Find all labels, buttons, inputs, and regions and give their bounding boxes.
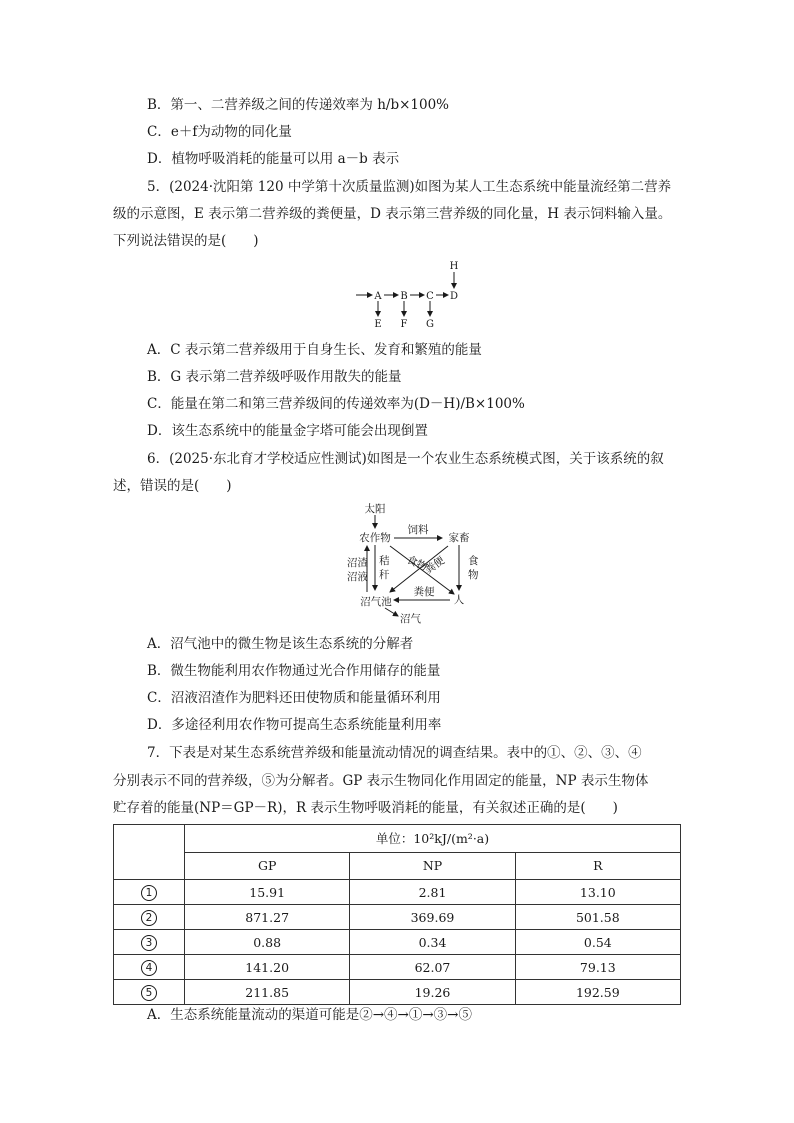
- r-cell: 79.13: [515, 955, 680, 980]
- q5-option-a: A．C 表示第二营养级用于自身生长、发育和繁殖的能量: [147, 342, 482, 358]
- np-cell: 369.69: [350, 905, 515, 930]
- node-e: E: [374, 319, 382, 330]
- q5-option-c: C．能量在第二和第三营养级间的传递效率为(D－H)/B×100%: [147, 396, 525, 412]
- q5-stem-line2: 级的示意图，E 表示第二营养级的粪便量，D 表示第三营养级的同化量，H 表示饲料输入量。: [113, 206, 672, 222]
- q5-energy-flow-diagram: [350, 256, 480, 332]
- crops-label: 农作物: [359, 532, 391, 544]
- q5-stem-line3: 下列说法错误的是( ): [113, 233, 259, 249]
- row-label: [114, 930, 185, 955]
- table-row: [114, 930, 681, 955]
- row-label-text: 4: [141, 960, 157, 976]
- np-cell: 19.26: [350, 980, 515, 1005]
- node-a: A: [374, 291, 382, 302]
- table-corner-cell: [114, 825, 185, 880]
- q7-stem-line1: 7．下表是对某生态系统营养级和能量流动情况的调查结果。表中的①、②、③、④: [147, 745, 642, 761]
- food-right-1: 食: [468, 555, 479, 567]
- np-cell: 62.07: [350, 955, 515, 980]
- straw-1: 秸: [379, 555, 390, 567]
- livestock-label: 家畜: [448, 532, 470, 544]
- residue-1: 沼渣: [347, 557, 368, 569]
- row-label-text: 5: [141, 985, 157, 1001]
- node-f: F: [400, 319, 408, 330]
- q5-option-b: B．G 表示第二营养级呼吸作用散失的能量: [147, 369, 402, 385]
- q6-option-b: B．微生物能利用农作物通过光合作用储存的能量: [147, 663, 441, 679]
- food-diag-label: 食物: [404, 553, 429, 574]
- row-label-text: 2: [141, 910, 157, 926]
- node-d: D: [449, 291, 459, 302]
- column-header-gp: GP: [185, 852, 350, 880]
- table-row: [114, 980, 681, 1005]
- q4-option-d: D．植物呼吸消耗的能量可以用 a－b 表示: [147, 151, 400, 167]
- row-label: [114, 880, 185, 905]
- table-row: [114, 905, 681, 930]
- q7-option-a: A．生态系统能量流动的渠道可能是②→④→①→③→⑤: [147, 1007, 472, 1023]
- human-label: 人: [453, 594, 465, 606]
- residue-2: 沼液: [347, 571, 368, 583]
- column-header-r: R: [515, 852, 680, 880]
- manure-bottom-label: 粪便: [413, 586, 435, 598]
- row-label: [114, 905, 185, 930]
- food-right-2: 物: [468, 569, 479, 581]
- r-cell: 192.59: [515, 980, 680, 1005]
- q7-energy-table: [113, 824, 681, 1005]
- q4-option-b: B．第一、二营养级之间的传递效率为 h/b×100%: [147, 97, 450, 113]
- node-g: G: [426, 319, 434, 330]
- straw-2: 秆: [379, 569, 390, 581]
- row-label-text: 3: [141, 935, 157, 951]
- row-label: [114, 980, 185, 1005]
- q5-stem-line1: 5．(2024·沈阳第 120 中学第十次质量监测)如图为某人工生态系统中能量流经第二营养: [147, 179, 672, 195]
- q7-stem-line2: 分别表示不同的营养级，⑤为分解者。GP 表示生物同化作用固定的能量，NP 表示生物体: [113, 773, 649, 789]
- q6-stem-line2: 述，错误的是( ): [113, 478, 232, 494]
- gp-cell: 871.27: [185, 905, 350, 930]
- r-cell: 0.54: [515, 930, 680, 955]
- gp-cell: 15.91: [185, 880, 350, 905]
- table-row: [114, 880, 681, 905]
- q6-agri-ecosystem-diagram: [330, 500, 490, 628]
- q5-option-d: D．该生态系统中的能量金字塔可能会出现倒置: [147, 423, 428, 439]
- biogas-pit-label: 沼气池: [360, 596, 392, 608]
- column-header-np: NP: [350, 852, 515, 880]
- q6-option-c: C．沼液沼渣作为肥料还田使物质和能量循环利用: [147, 690, 441, 706]
- q6-option-d: D．多途径利用农作物可提高生态系统能量利用率: [147, 717, 442, 733]
- biogas-label: 沼气: [400, 613, 421, 625]
- table-unit-header: 单位：10²kJ/(m²·a): [185, 825, 681, 853]
- q7-stem-line3: 贮存着的能量(NP＝GP－R)，R 表示生物呼吸消耗的能量，有关叙述正确的是( ): [113, 800, 618, 816]
- r-cell: 13.10: [515, 880, 680, 905]
- gp-cell: 0.88: [185, 930, 350, 955]
- np-cell: 2.81: [350, 880, 515, 905]
- manure-diag-label: 粪便: [422, 554, 447, 577]
- feed-label: 饲料: [407, 524, 429, 536]
- q6-option-a: A．沼气池中的微生物是该生态系统的分解者: [147, 636, 414, 652]
- q6-stem-line1: 6．(2025·东北育才学校适应性测试)如图是一个农业生态系统模式图，关于该系统的叙: [147, 451, 664, 467]
- row-label-text: 1: [141, 885, 157, 901]
- gp-cell: 211.85: [185, 980, 350, 1005]
- node-c: C: [426, 291, 434, 302]
- table-column-header-row: [114, 852, 681, 880]
- node-b: B: [400, 291, 408, 302]
- r-cell: 501.58: [515, 905, 680, 930]
- gp-cell: 141.20: [185, 955, 350, 980]
- table-row: [114, 955, 681, 980]
- sun-label: 太阳: [364, 503, 386, 515]
- row-label: [114, 955, 185, 980]
- np-cell: 0.34: [350, 930, 515, 955]
- node-h: H: [449, 261, 459, 272]
- q4-option-c: C．e＋f为动物的同化量: [147, 124, 292, 140]
